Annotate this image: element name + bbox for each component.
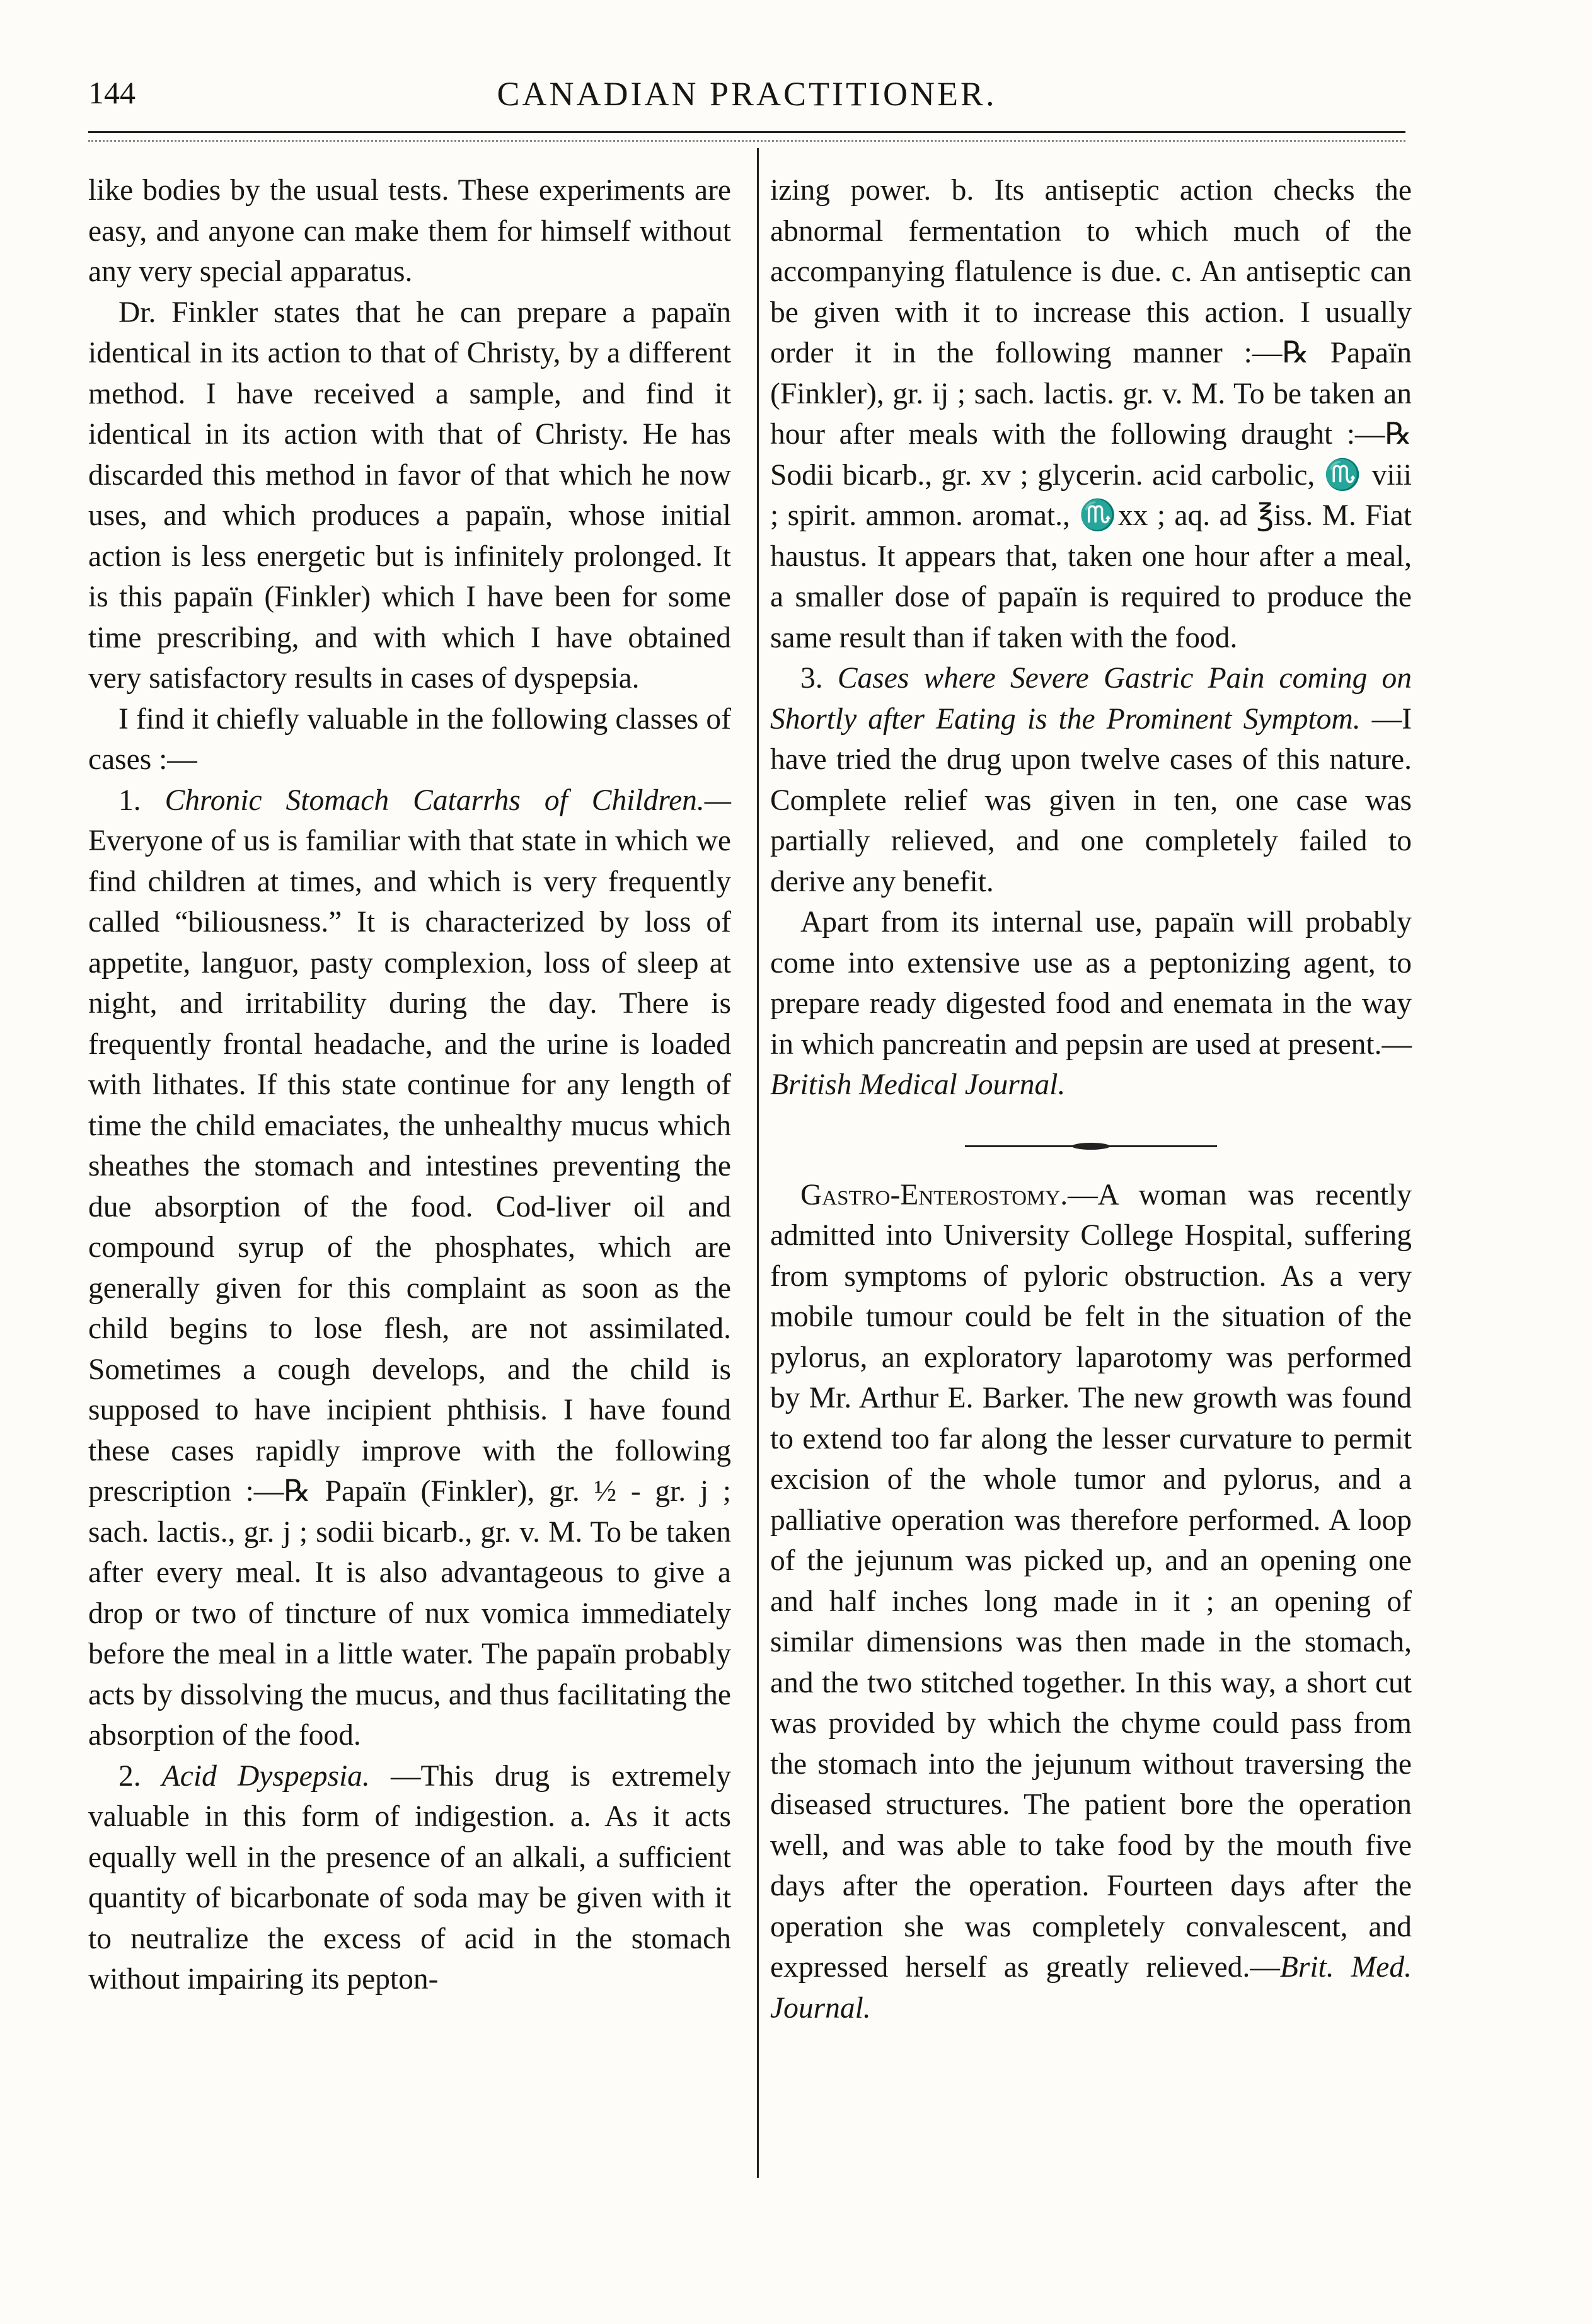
- section-heading: Cases where Severe Gastric Pain coming on Shortly after Eating is the Prominent Symptom.: [770, 662, 1412, 736]
- section-separator: [965, 1137, 1217, 1156]
- header-rule: [88, 131, 1405, 133]
- header-dotted-rule: [88, 140, 1405, 142]
- separator-ornament: [1072, 1143, 1110, 1150]
- paragraph-classes: I find it chiefly valuable in the following classes of cases :—: [88, 702, 731, 776]
- article-text: —A woman was recently admitted into University College Hospital, suffering from symptoms of pyloric obstruction. As a very mobile tumour could be felt in the situation of the pylorus, an exploratory laparotomy was performed by Mr. Arthur E. Barker. The new growth was found to extend too far along the lesser curvature to permit excision of the whole tumor and pylorus, and a palliative operation was therefore performed. A loop of the jejunum was picked up, and an opening one and half inches long made in it ; an opening of similar dimensions was then made in the stomach, and the two stitched together. In this way, a short cut was provided by which the chyme could pass from the stomach into the jejunum without traversing the diseased structures. The patient bore the operation well, and was able to take food by the mouth five days after the operation. Fourteen days after the operation she was completely convalescent, and expressed herself as greatly relieved.—: [770, 1178, 1412, 1984]
- paragraph-tests: like bodies by the usual tests. These experiments are easy, and anyone can make them for himself without any very special apparatus.: [88, 174, 731, 288]
- article-gastro-enterostomy: [770, 1175, 1412, 2029]
- paragraph-apart: [770, 902, 1412, 1106]
- section-text: Everyone of us is familiar with that state in which we find children at times, and which is very frequently called “biliousness.” It is characterized by loss of appetite, languor, pasty complexion, loss of sleep at night, and irritability during the day. There is frequently frontal headache, and the urine is loaded with lithates. If this state continue for any length of time the child emaciates, the unhealthy mucus which sheathes the stomach and intestines preventing the due absorption of the food. Cod-liver oil and compound syrup of the phosphates, which are generally given for this complaint as soon as the child begins to lose flesh, are not assimilated. Sometimes a cough develops, and the child is supposed to have incipient phthisis. I have found these cases rapidly improve with the following prescription :—℞ Papaïn (Finkler), gr. ½ - gr. j ; sach. lactis., gr. j ; sodii bicarb., gr. v. M. To be taken after every meal. It is also advantageous to give a drop or two of tincture of nux vomica immediately before the meal in a little water. The papaïn probably acts by dissolving the mucus, and thus facilitating the absorption of the food.: [88, 824, 731, 1752]
- section-heading: Chronic Stomach Catarrhs of Children.—: [164, 783, 732, 817]
- right-column: [770, 170, 1412, 2028]
- page-header: [88, 74, 1405, 125]
- paragraph-text: Apart from its internal use, papaïn will probably come into extensive use as a peptonizing agent, to prepare ready digested food and enemata in the way in which pancreatin and pepsin are used at present.—: [770, 906, 1412, 1061]
- citation-source: British Medical Journal.: [770, 1068, 1066, 1101]
- left-column: [88, 170, 731, 2000]
- section-gastric-pain: [770, 658, 1412, 902]
- section-acid-dyspepsia: [88, 1756, 731, 2000]
- column-divider: [757, 148, 759, 2178]
- section-chronic-stomach: [88, 780, 731, 1756]
- section-number: 1.: [118, 783, 141, 817]
- citation-source: Brit. Med. Journal.: [770, 1951, 1412, 2025]
- page-number: 144: [88, 75, 136, 110]
- section-number: 2.: [118, 1759, 141, 1793]
- section-text: —This drug is extremely valuable in this form of indigestion. a. As it acts equally well in the presence of an alkali, a sufficient quantity of bicarbonate of soda may be given with it to neutralize the excess of acid in the stomach without impairing its pepton-: [88, 1759, 732, 1996]
- paragraph-peptonizing: izing power. b. Its antiseptic action checks the abnormal fermentation to which much of the accompanying flatulence is due. c. An antiseptic can be given with it to increase this action. I usually order it in the following manner :—℞ Papaïn (Finkler), gr. ij ; sach. lactis. gr. v. M. To be taken an hour after meals with the following draught :—℞ Sodii bicarb., gr. xv ; glycerin. acid carbolic, ♏ viii ; spirit. ammon. aromat., ♏xx ; aq. ad ℥iss. M. Fiat haustus. It appears that, taken one hour after a meal, a smaller dose of papaïn is required to produce the same result than if taken with the food.: [770, 174, 1412, 654]
- section-heading: Acid Dyspepsia.: [161, 1759, 370, 1793]
- article-title: Gastro-Enterostomy.: [800, 1178, 1068, 1211]
- paragraph-finkler: Dr. Finkler states that he can prepare a papaïn identical in its action to that of Christy, by a different method. I have received a sample, and find it identical in its action with that of Christy. He has discarded this method in favor of that which he now uses, and which produces a papaïn, whose initial action is less energetic but is infinitely prolonged. It is this papaïn (Finkler) which I have been for some time prescribing, and with which I have obtained very satisfactory results in cases of dyspepsia.: [88, 296, 731, 695]
- running-head: CANADIAN PRACTITIONER.: [497, 75, 997, 113]
- section-text: —I have tried the drug upon twelve cases of this nature. Complete relief was given in ten, one case was partially relieved, and one completely failed to derive any benefit.: [770, 702, 1412, 898]
- section-number: 3.: [800, 662, 823, 695]
